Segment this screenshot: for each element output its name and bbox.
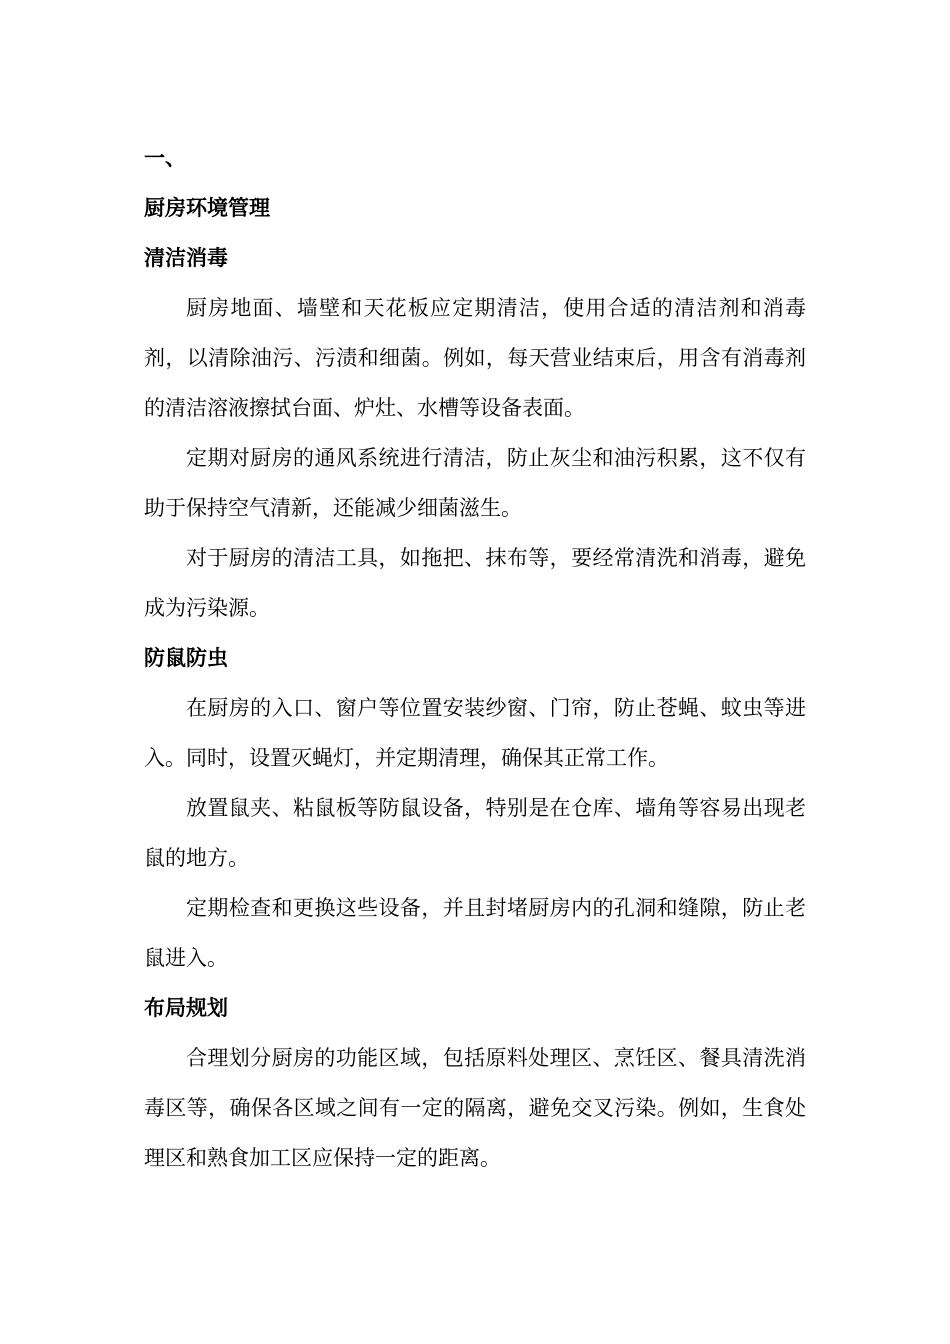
document-body [144, 133, 806, 1183]
paragraph: 合理划分厨房的功能区域，包括原料处理区、烹饪区、餐具清洗消毒区等，确保各区域之间有一定的隔离，避免交叉污染。例如，生食处理区和熟食加工区应保持一定的距离。 [144, 1046, 806, 1170]
subsection-heading-layout: 布局规划 [144, 996, 228, 1020]
subsection-heading-cleaning: 清洁消毒 [144, 246, 228, 270]
paragraph: 定期检查和更换这些设备，并且封堵厨房内的孔洞和缝隙，防止老鼠进入。 [144, 896, 806, 970]
paragraph: 厨房地面、墙壁和天花板应定期清洁，使用合适的清洁剂和消毒剂，以清除油污、污渍和细菌。例如，每天营业结束后，用含有消毒剂的清洁溶液擦拭台面、炉灶、水槽等设备表面。 [144, 296, 806, 420]
section-number: 一、 [144, 146, 186, 170]
paragraph: 对于厨房的清洁工具，如拖把、抹布等，要经常清洗和消毒，避免成为污染源。 [144, 546, 806, 620]
subsection-heading-pest-control: 防鼠防虫 [144, 646, 228, 670]
section-title: 厨房环境管理 [144, 196, 270, 220]
paragraph: 定期对厨房的通风系统进行清洁，防止灰尘和油污积累，这不仅有助于保持空气清新，还能减少细菌滋生。 [144, 446, 806, 520]
paragraph: 在厨房的入口、窗户等位置安装纱窗、门帘，防止苍蝇、蚊虫等进入。同时，设置灭蝇灯，并定期清理，确保其正常工作。 [144, 696, 806, 770]
paragraph: 放置鼠夹、粘鼠板等防鼠设备，特别是在仓库、墙角等容易出现老鼠的地方。 [144, 796, 806, 870]
